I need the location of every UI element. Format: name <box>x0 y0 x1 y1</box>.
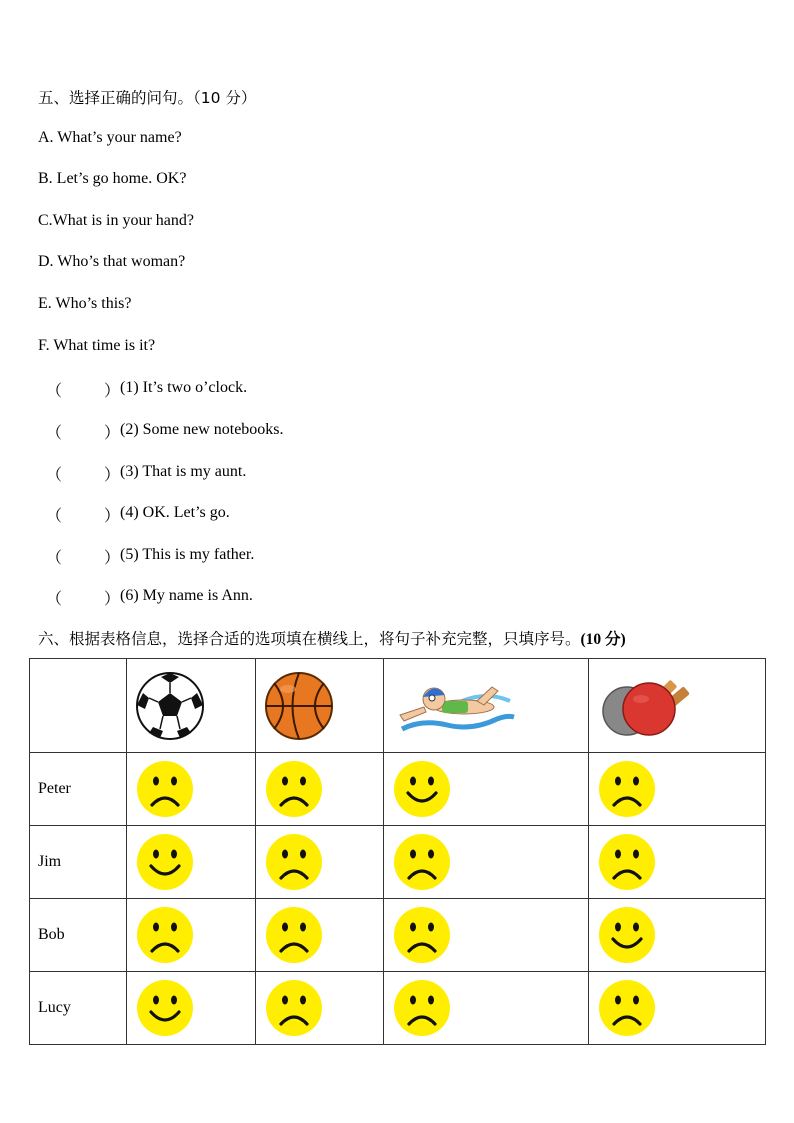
rating-cell <box>384 759 588 819</box>
happy-face-icon <box>392 759 452 819</box>
open-paren: （ <box>46 508 63 525</box>
close-paren: ） <box>103 425 120 442</box>
answer-blank[interactable] <box>46 378 120 398</box>
basketball-icon <box>264 671 334 741</box>
question-row <box>46 420 284 440</box>
table-row <box>30 972 766 1045</box>
close-paren: ） <box>103 467 120 484</box>
close-paren: ） <box>103 508 120 525</box>
sad-face-icon <box>392 905 452 965</box>
sad-face-icon <box>597 832 657 892</box>
open-paren: （ <box>46 591 63 608</box>
open-paren: （ <box>46 425 63 442</box>
question-row <box>46 503 230 523</box>
answer-blank[interactable] <box>46 545 120 565</box>
option-e: E. Who’s this? <box>38 295 132 312</box>
answer-blank[interactable] <box>46 503 120 523</box>
rating-cell <box>127 905 255 965</box>
rating-cell <box>127 759 255 819</box>
sports-table <box>29 658 766 1045</box>
rating-cell <box>589 759 765 819</box>
rating-cell <box>384 832 588 892</box>
sad-face-icon <box>392 832 452 892</box>
swimming-icon <box>392 671 517 741</box>
question-row <box>46 378 247 398</box>
close-paren: ） <box>103 591 120 608</box>
table-row <box>30 826 766 899</box>
sad-face-icon <box>392 978 452 1038</box>
section6-heading <box>38 627 626 649</box>
sad-face-icon <box>264 759 324 819</box>
question-text: (5) This is my father. <box>120 546 255 563</box>
happy-face-icon <box>135 978 195 1038</box>
happy-face-icon <box>135 832 195 892</box>
sad-face-icon <box>135 759 195 819</box>
rating-cell <box>589 832 765 892</box>
player-name: Bob <box>30 899 127 972</box>
open-paren: （ <box>46 550 63 567</box>
close-paren: ） <box>103 550 120 567</box>
empty-corner-cell <box>30 659 127 753</box>
answer-blank[interactable] <box>46 586 120 606</box>
question-text: (3) That is my aunt. <box>120 463 247 480</box>
ping-pong-icon <box>597 671 707 741</box>
rating-cell <box>384 978 588 1038</box>
rating-cell <box>256 978 383 1038</box>
player-name: Lucy <box>30 972 127 1045</box>
football-icon <box>135 671 205 741</box>
close-paren: ） <box>103 383 120 400</box>
option-f: F. What time is it? <box>38 337 156 354</box>
table-row <box>30 899 766 972</box>
rating-cell <box>256 759 383 819</box>
open-paren: （ <box>46 467 63 484</box>
happy-face-icon <box>597 905 657 965</box>
rating-cell <box>384 905 588 965</box>
sad-face-icon <box>597 978 657 1038</box>
option-d: D. Who’s that woman? <box>38 253 186 270</box>
question-row <box>46 545 254 565</box>
rating-cell <box>589 905 765 965</box>
sad-face-icon <box>597 759 657 819</box>
option-b: B. Let’s go home. OK? <box>38 170 187 187</box>
rating-cell <box>127 832 255 892</box>
section5-heading <box>38 86 256 108</box>
question-row <box>46 586 253 606</box>
sad-face-icon <box>264 832 324 892</box>
basketball-cell <box>256 659 384 753</box>
question-text: (4) OK. Let’s go. <box>120 504 230 521</box>
section6-heading-text: 六、根据表格信息，选择合适的选项填在横线上，将句子补充完整，只填序号。 <box>38 630 581 648</box>
question-text: (2) Some new notebooks. <box>120 421 284 438</box>
option-a: A. What’s your name? <box>38 129 182 146</box>
answer-blank[interactable] <box>46 420 120 440</box>
player-name: Jim <box>30 826 127 899</box>
sad-face-icon <box>264 978 324 1038</box>
table-row <box>30 753 766 826</box>
option-c: C.What is in your hand? <box>38 212 194 229</box>
question-row <box>46 462 246 482</box>
swimming-cell <box>384 659 589 753</box>
sad-face-icon <box>135 905 195 965</box>
section5-points: （10 分） <box>193 89 257 107</box>
question-text: (6) My name is Ann. <box>120 587 253 604</box>
ping-pong-cell <box>589 659 766 753</box>
rating-cell <box>127 978 255 1038</box>
sad-face-icon <box>264 905 324 965</box>
sports-header-row <box>30 659 766 753</box>
question-text: (1) It’s two o’clock. <box>120 379 248 396</box>
answer-blank[interactable] <box>46 462 120 482</box>
section5-heading-text: 五、选择正确的问句。 <box>38 89 194 107</box>
rating-cell <box>256 832 383 892</box>
player-name: Peter <box>30 753 127 826</box>
rating-cell <box>589 978 765 1038</box>
section6-points: (10 分) <box>580 631 626 648</box>
football-cell <box>127 659 256 753</box>
open-paren: （ <box>46 383 63 400</box>
rating-cell <box>256 905 383 965</box>
